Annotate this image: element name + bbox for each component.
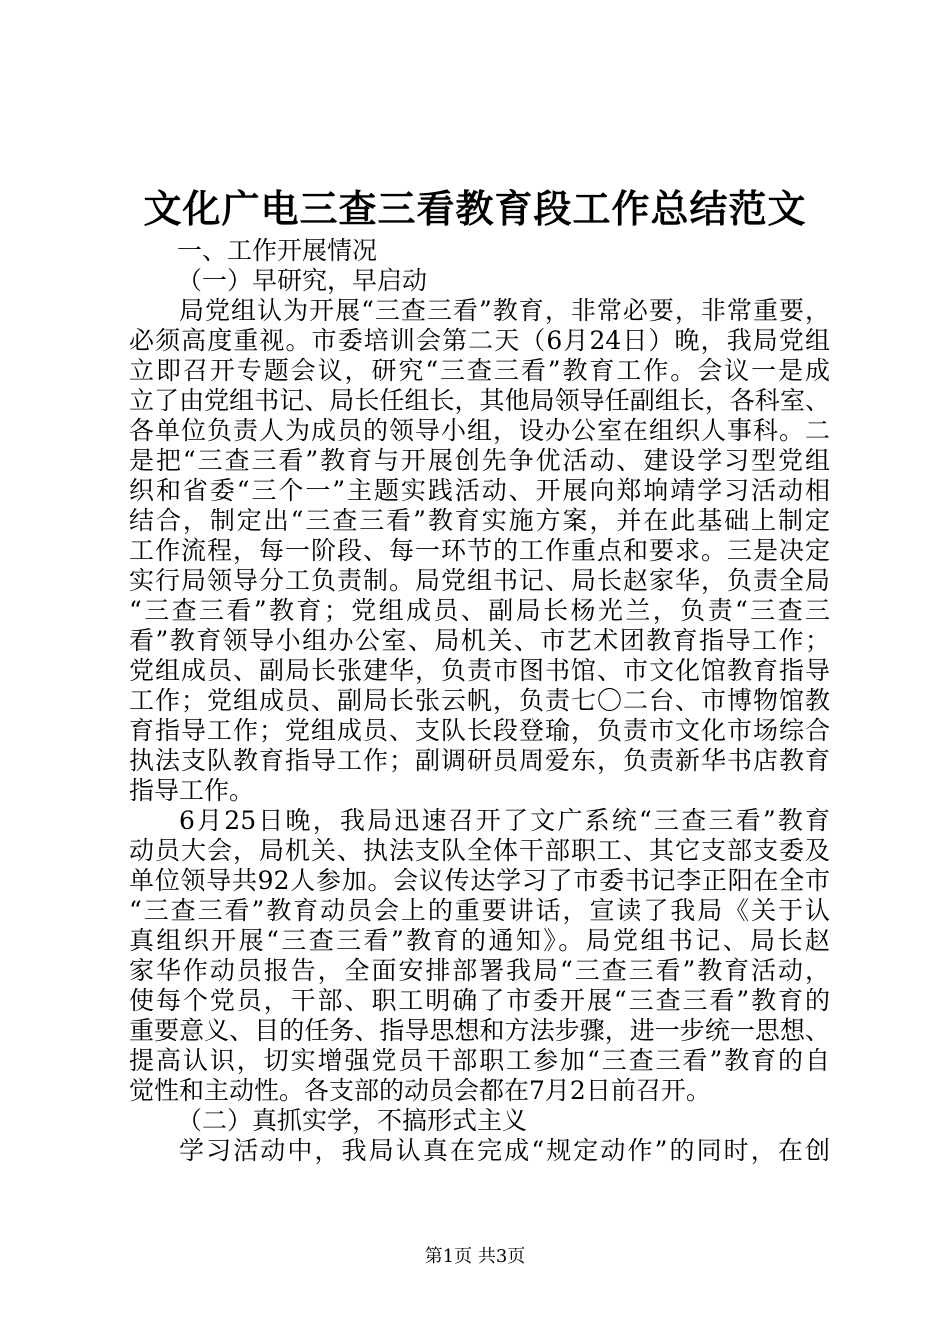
paragraph-line: 执法支队教育指导工作；副调研员周爱东，负责新华书店教育 [129, 746, 830, 775]
paragraph-line: 工作流程，每一阶段、每一环节的工作重点和要求。三是决定 [129, 536, 830, 565]
paragraph-line: 单位领导共92人参加。会议传达学习了市委书记李正阳在全市 [129, 866, 830, 895]
paragraph-line: “三查三看”教育；党组成员、副局长杨光兰，负责“三查三 [129, 596, 830, 625]
paragraph-line: 看”教育领导小组办公室、局机关、市艺术团教育指导工作； [129, 626, 830, 655]
paragraph-line: 6月25日晚，我局迅速召开了文广系统“三查三看”教育 [179, 806, 830, 835]
paragraph-line: 实行局领导分工负责制。局党组书记、局长赵家华，负责全局 [129, 566, 830, 595]
paragraph-line: 重要意义、目的任务、指导思想和方法步骤，进一步统一思想、 [129, 1016, 830, 1045]
paragraph-line: 提高认识，切实增强党员干部职工参加“三查三看”教育的自 [129, 1046, 830, 1075]
paragraph-line: 觉性和主动性。各支部的动员会都在7月2日前召开。 [129, 1076, 711, 1105]
paragraph-line: 动员大会，局机关、执法支队全体干部职工、其它支部支委及 [129, 836, 830, 865]
subsection-heading: （一）早研究，早启动 [177, 266, 428, 295]
paragraph-line: 学习活动中，我局认真在完成“规定动作”的同时，在创 [179, 1136, 830, 1165]
page-footer: 第1页 共3页 [424, 1246, 526, 1267]
paragraph-line: “三查三看”教育动员会上的重要讲话，宣读了我局《关于认 [129, 896, 830, 925]
paragraph-line: 是把“三查三看”教育与开展创先争优活动、建设学习型党组 [129, 446, 830, 475]
paragraph-line: 使每个党员，干部、职工明确了市委开展“三查三看”教育的 [129, 986, 830, 1015]
paragraph-line: 必须高度重视。市委培训会第二天（6月24日）晚，我局党组 [129, 326, 830, 355]
paragraph-line: 育指导工作；党组成员、支队长段登瑜，负责市文化市场综合 [129, 716, 830, 745]
paragraph-line: 家华作动员报告，全面安排部署我局“三查三看”教育活动， [129, 956, 830, 985]
subsection-heading: （二）真抓实学，不搞形式主义 [177, 1106, 528, 1135]
paragraph-line: 织和省委“三个一”主题实践活动、开展向郑垧靖学习活动相 [129, 476, 830, 505]
paragraph-line: 局党组认为开展“三查三看”教育，非常必要，非常重要， [179, 296, 830, 325]
paragraph-line: 立即召开专题会议，研究“三查三看”教育工作。会议一是成 [129, 356, 830, 385]
paragraph-line: 结合，制定出“三查三看”教育实施方案，并在此基础上制定 [129, 506, 830, 535]
document-title: 文化广电三查三看教育段工作总结范文 [143, 186, 807, 231]
paragraph-line: 党组成员、副局长张建华，负责市图书馆、市文化馆教育指导 [129, 656, 830, 685]
paragraph-line: 立了由党组书记、局长任组长，其他局领导任副组长，各科室、 [129, 386, 830, 415]
paragraph-line: 真组织开展“三查三看”教育的通知》。局党组书记、局长赵 [129, 926, 830, 955]
document-body [129, 236, 830, 1166]
paragraph-line: 各单位负责人为成员的领导小组，设办公室在组织人事科。二 [129, 416, 830, 445]
paragraph-line: 工作；党组成员、副局长张云帆，负责七〇二台、市博物馆教 [129, 686, 830, 715]
paragraph-line: 指导工作。 [129, 776, 255, 805]
section-heading: 一、工作开展情况 [177, 236, 378, 265]
